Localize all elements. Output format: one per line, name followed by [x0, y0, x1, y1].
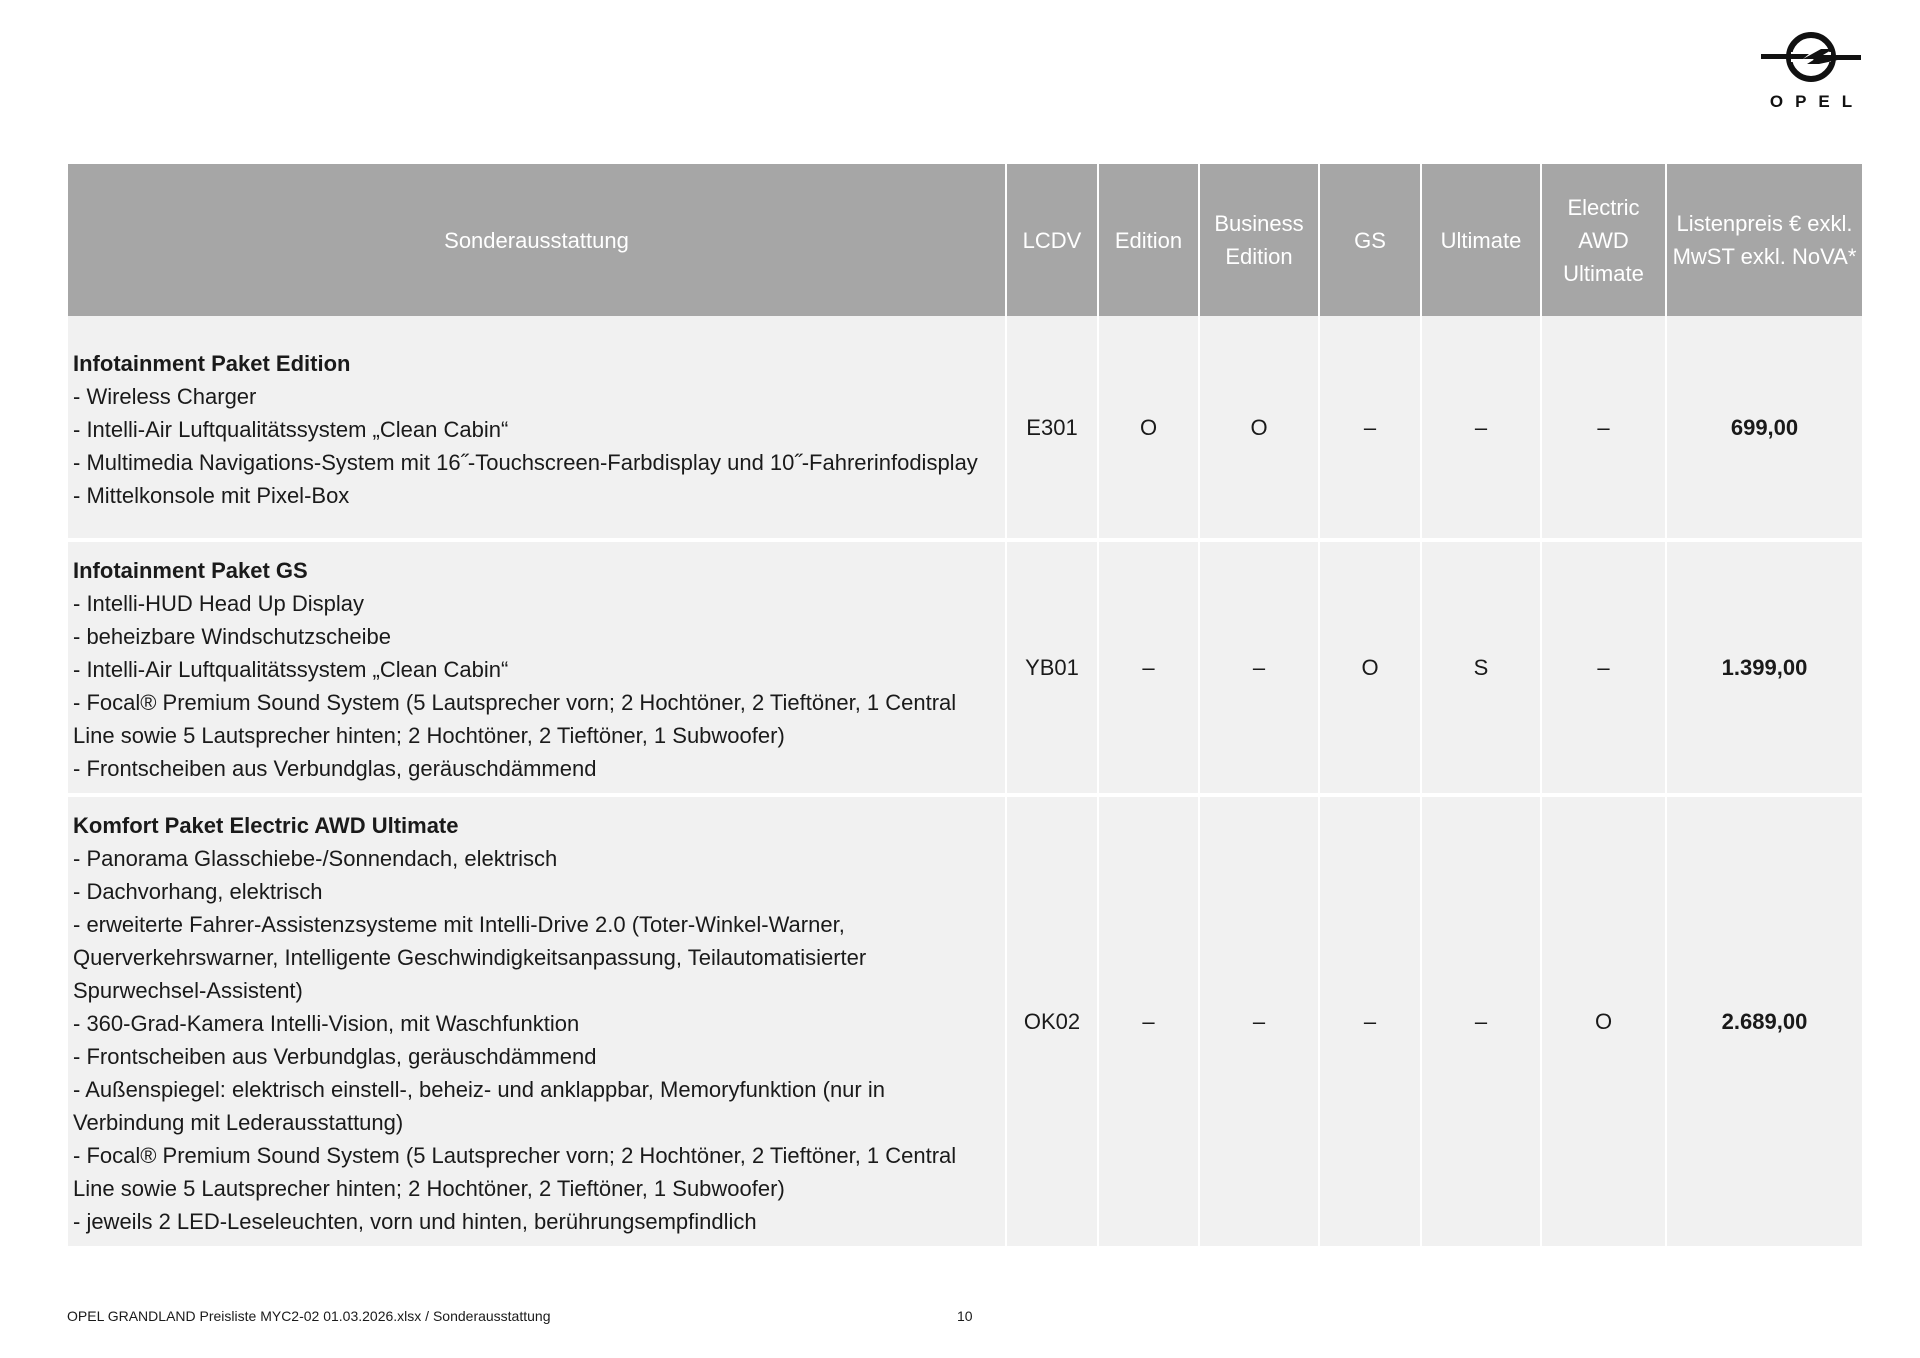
- gs-cell: O: [1319, 540, 1421, 795]
- package-item: - beheizbare Windschutzscheibe: [73, 624, 391, 649]
- package-item: - Intelli-Air Luftqualitätssystem „Clean Cabin“: [73, 657, 509, 682]
- package-item: - Intelli-HUD Head Up Display: [73, 591, 364, 616]
- package-item: - Wireless Charger: [73, 383, 257, 409]
- package-item: - erweiterte Fahrer-Assistenzsysteme mit Intelli-Drive 2.0 (Toter-Winkel-Warner, Querverkehrswarner, Intelligente Geschwindigkeitsanpassung, Teilautomatisierter Spurwechsel-Assistent): [73, 912, 867, 1003]
- package-title: Infotainment Paket Edition: [73, 350, 351, 376]
- page-number: 10: [957, 1308, 973, 1324]
- ultimate-cell: S: [1421, 540, 1541, 795]
- header-business-edition: Business Edition: [1199, 164, 1319, 316]
- table-header-row: [68, 164, 1862, 316]
- package-title: Infotainment Paket GS: [73, 558, 308, 583]
- table-row: [68, 540, 1862, 795]
- price-cell: 2.689,00: [1666, 795, 1862, 1248]
- package-description: [68, 316, 1006, 540]
- header-lcdv: LCDV: [1006, 164, 1098, 316]
- opel-logo: [1756, 28, 1866, 128]
- package-item: - Intelli-Air Luftqualitätssystem „Clean Cabin“: [73, 416, 509, 442]
- package-item: - Frontscheiben aus Verbundglas, geräuschdämmend: [73, 756, 597, 781]
- package-item: - jeweils 2 LED-Leseleuchten, vorn und hinten, berührungsempfindlich: [73, 1209, 757, 1234]
- header-ultimate: Ultimate: [1421, 164, 1541, 316]
- package-description: [68, 540, 1006, 795]
- package-item: - Focal® Premium Sound System (5 Lautsprecher vorn; 2 Hochtöner, 2 Tieftöner, 1 Central Line sowie 5 Lautsprecher hinten; 2 Hochtöner, 2 Tieftöner, 1 Subwoofer): [73, 690, 957, 748]
- ultimate-cell: –: [1421, 795, 1541, 1248]
- price-table: [68, 164, 1862, 1250]
- price-cell: 699,00: [1666, 316, 1862, 540]
- brand-name: OPEL: [1769, 92, 1865, 111]
- table-row: [68, 316, 1862, 540]
- business-edition-cell: –: [1199, 540, 1319, 795]
- package-item: - 360-Grad-Kamera Intelli-Vision, mit Waschfunktion: [73, 1011, 580, 1036]
- package-item: - Frontscheiben aus Verbundglas, geräuschdämmend: [73, 1044, 597, 1069]
- electric-awd-ultimate-cell: –: [1541, 540, 1666, 795]
- edition-cell: –: [1098, 795, 1199, 1248]
- lcdv-cell: E301: [1006, 316, 1098, 540]
- gs-cell: –: [1319, 795, 1421, 1248]
- lcdv-cell: OK02: [1006, 795, 1098, 1248]
- header-listenpreis: Listenpreis € exkl. MwST exkl. NoVA*: [1666, 164, 1862, 316]
- header-electric-awd-ultimate: Electric AWD Ultimate: [1541, 164, 1666, 316]
- gs-cell: –: [1319, 316, 1421, 540]
- header-edition: Edition: [1098, 164, 1199, 316]
- business-edition-cell: O: [1199, 316, 1319, 540]
- package-item: - Mittelkonsole mit Pixel-Box: [73, 482, 350, 508]
- electric-awd-ultimate-cell: –: [1541, 316, 1666, 540]
- business-edition-cell: –: [1199, 795, 1319, 1248]
- lcdv-cell: YB01: [1006, 540, 1098, 795]
- package-item: - Focal® Premium Sound System (5 Lautsprecher vorn; 2 Hochtöner, 2 Tieftöner, 1 Central Line sowie 5 Lautsprecher hinten; 2 Hochtöner, 2 Tieftöner, 1 Subwoofer): [73, 1143, 957, 1201]
- package-item: - Außenspiegel: elektrisch einstell-, beheiz- und anklappbar, Memoryfunktion (nur in Verbindung mit Lederausstattung): [73, 1077, 885, 1135]
- header-gs: GS: [1319, 164, 1421, 316]
- header-sonderausstattung: Sonderausstattung: [68, 164, 1006, 316]
- price-cell: 1.399,00: [1666, 540, 1862, 795]
- table-row: [68, 795, 1862, 1248]
- edition-cell: O: [1098, 316, 1199, 540]
- package-description: [68, 795, 1006, 1248]
- opel-blitz-icon: [1759, 28, 1863, 86]
- ultimate-cell: –: [1421, 316, 1541, 540]
- package-item: - Panorama Glasschiebe-/Sonnendach, elektrisch: [73, 846, 558, 871]
- package-title: Komfort Paket Electric AWD Ultimate: [73, 813, 459, 838]
- footer-document-name: OPEL GRANDLAND Preisliste MYC2-02 01.03.2026.xlsx / Sonderausstattung: [67, 1308, 551, 1324]
- package-item: - Dachvorhang, elektrisch: [73, 879, 323, 904]
- edition-cell: –: [1098, 540, 1199, 795]
- electric-awd-ultimate-cell: O: [1541, 795, 1666, 1248]
- package-item: - Multimedia Navigations-System mit 16˝-Touchscreen-Farbdisplay und 10˝-Fahrerinfodisplay: [73, 449, 978, 475]
